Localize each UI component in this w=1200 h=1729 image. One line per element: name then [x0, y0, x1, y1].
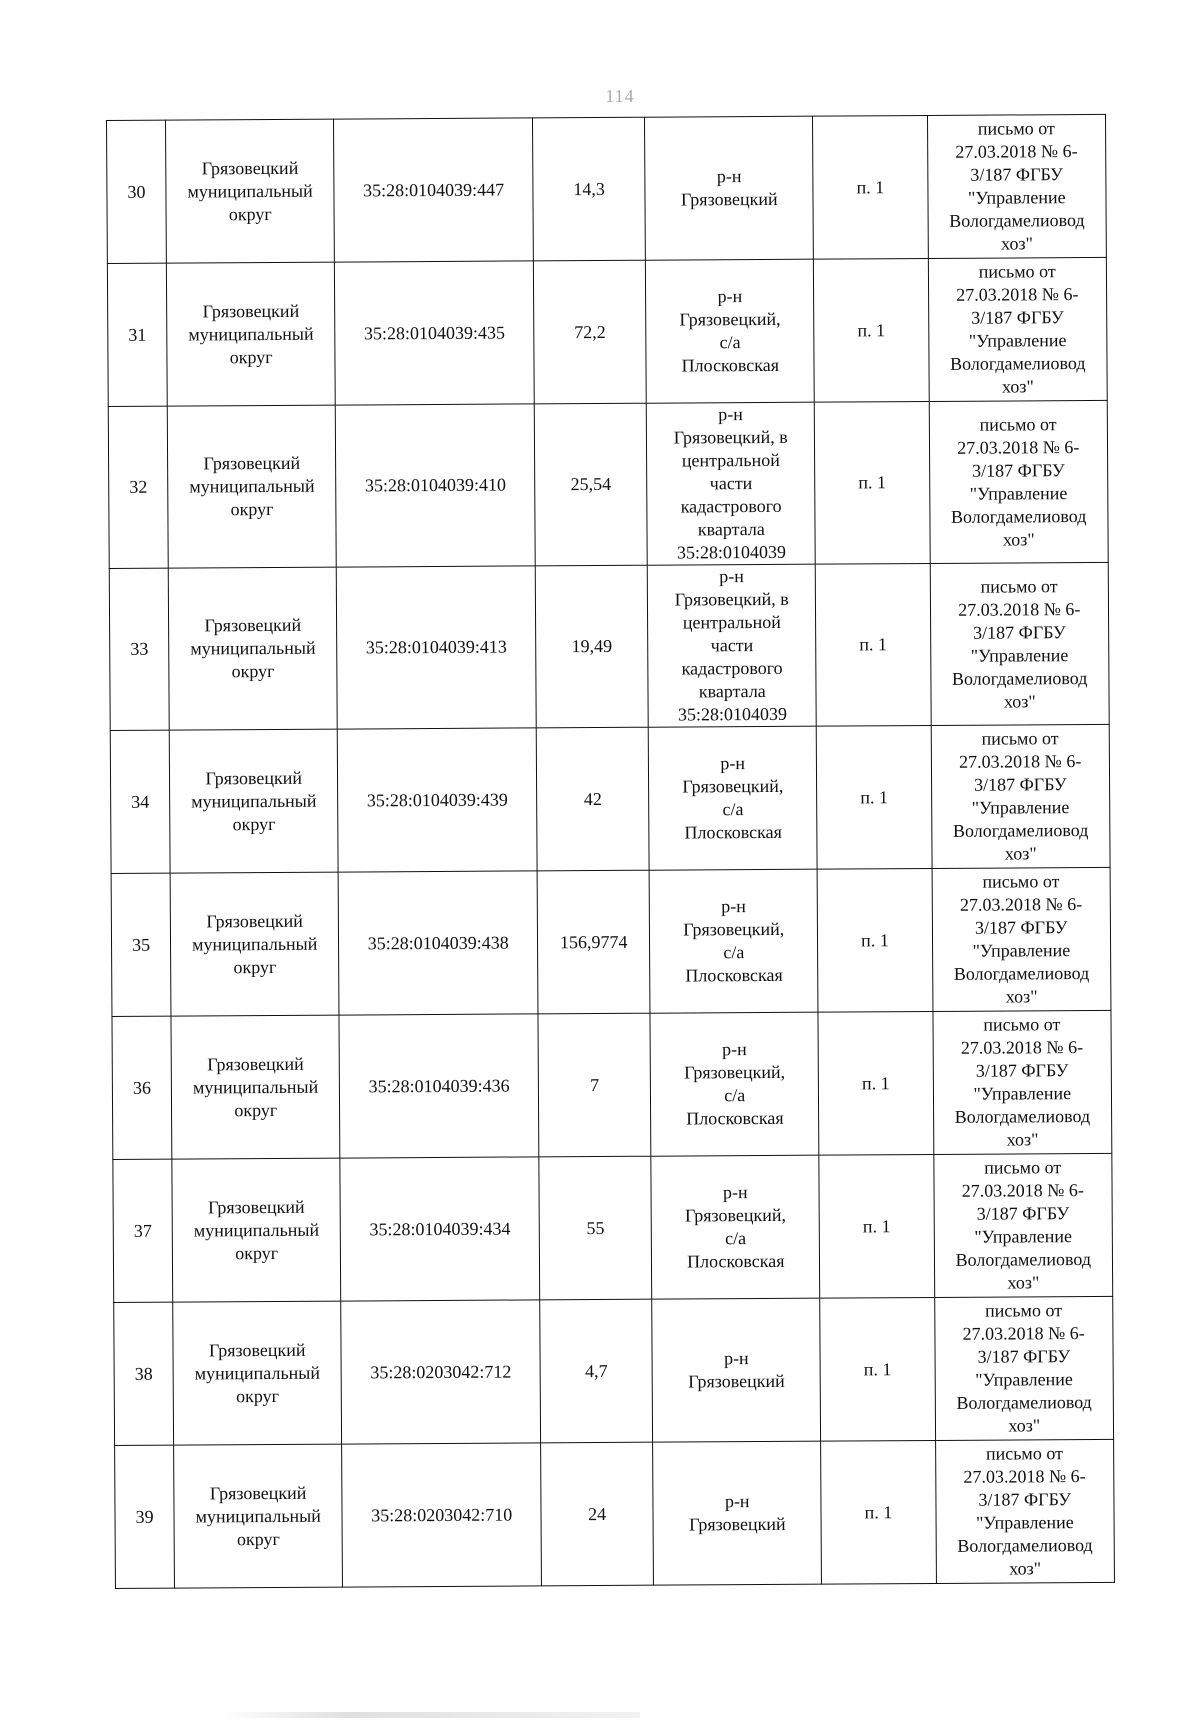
clause-cell-text: п. 1 [861, 929, 889, 950]
basis-document-cell-text: письмо от 27.03.2018 № 6- 3/187 ФГБУ "Управление Вологдамелиовод хоз" [949, 118, 1085, 254]
location-cell [646, 402, 815, 565]
cadastral-number-cell [340, 1157, 540, 1301]
clause-cell-text: п. 1 [856, 176, 885, 197]
row-number-cell-text: 31 [128, 324, 147, 345]
clause-cell [818, 1011, 933, 1155]
location-cell [647, 564, 816, 727]
row-number-cell [113, 1159, 173, 1302]
clause-cell [817, 868, 932, 1012]
location-cell [650, 1012, 819, 1156]
row-number-cell [109, 568, 169, 730]
clause-cell-text: п. 1 [860, 786, 888, 807]
municipality-cell-text: Грязовецкий муниципальный округ [193, 1196, 320, 1263]
faint-scan-mark [220, 1712, 640, 1718]
scanned-table-sheet [106, 114, 1115, 1589]
basis-document-cell [933, 1153, 1112, 1297]
cadastral-number-cell-text: 35:28:0104039:434 [369, 1218, 511, 1239]
cadastral-number-cell [336, 404, 536, 567]
area-cell-text: 42 [583, 788, 602, 809]
clause-cell [817, 725, 932, 869]
cadastral-number-cell-text: 35:28:0104039:438 [367, 932, 509, 953]
municipality-cell [166, 262, 335, 406]
clause-cell [821, 1440, 936, 1584]
area-cell-text: 24 [588, 1503, 607, 1524]
municipality-cell [172, 1158, 341, 1302]
row-number-cell-text: 37 [133, 1220, 152, 1241]
cadastral-number-cell-text: 35:28:0104039:435 [363, 322, 506, 343]
area-cell [538, 1013, 651, 1157]
area-cell [541, 1442, 654, 1586]
clause-cell-text: п. 1 [862, 1215, 891, 1236]
cadastral-number-cell [341, 1300, 541, 1444]
area-cell-text: 19,49 [571, 635, 613, 657]
area-cell-text: 7 [589, 1074, 600, 1095]
row-number-cell-text: 39 [135, 1506, 154, 1527]
cadastral-number-cell [334, 118, 534, 262]
row-number-cell [110, 730, 170, 873]
table-row [107, 114, 1107, 263]
cadastral-number-cell [338, 871, 538, 1015]
row-number-cell [112, 1016, 172, 1159]
cadastral-number-cell [339, 1014, 539, 1158]
cadastral-number-cell-text: 35:28:0203042:710 [371, 1504, 513, 1525]
row-number-cell [115, 1445, 175, 1588]
clause-cell [816, 563, 931, 726]
area-cell-text: 4,7 [584, 1360, 608, 1381]
location-cell-text: р-н Грязовецкий, с/а Плосковская [684, 1039, 786, 1129]
location-cell-text: р-н Грязовецкий, с/а Плосковская [679, 286, 781, 376]
location-cell-text: р-н Грязовецкий [689, 1491, 786, 1535]
municipality-cell-text: Грязовецкий муниципальный округ [189, 452, 315, 520]
area-cell-text: 156,9774 [559, 931, 628, 952]
basis-document-cell-text: письмо от 27.03.2018 № 6- 3/187 ФГБУ "Управление Вологдамелиовод хоз" [954, 1014, 1091, 1150]
basis-document-cell-text: письмо от 27.03.2018 № 6- 3/187 ФГБУ "Управление Вологдамелиовод хоз" [955, 1157, 1092, 1293]
location-cell [652, 1298, 821, 1442]
location-cell-text: р-н Грязовецкий, с/а Плосковская [683, 896, 785, 986]
municipality-cell-text: Грязовецкий муниципальный округ [188, 300, 314, 367]
municipality-cell [169, 729, 338, 873]
basis-document-cell [929, 400, 1108, 563]
area-cell-text: 55 [586, 1217, 605, 1238]
clause-cell-text: п. 1 [858, 472, 887, 493]
basis-document-cell [932, 867, 1111, 1011]
municipality-cell-text: Грязовецкий муниципальный округ [190, 614, 316, 682]
basis-document-cell [932, 1010, 1111, 1154]
municipality-cell [170, 872, 339, 1016]
area-cell [539, 1156, 652, 1300]
cadastral-number-cell-text: 35:28:0104039:436 [368, 1075, 510, 1096]
clause-cell-text: п. 1 [864, 1501, 893, 1522]
location-cell [651, 1155, 820, 1299]
municipality-cell [168, 567, 337, 730]
location-cell [645, 116, 814, 260]
municipality-cell [174, 1444, 343, 1588]
basis-document-cell [928, 257, 1107, 401]
basis-document-cell-text: письмо от 27.03.2018 № 6- 3/187 ФГБУ "Управление Вологдамелиовод хоз" [956, 1300, 1092, 1436]
basis-document-cell-text: письмо от 27.03.2018 № 6- 3/187 ФГБУ "Управление Вологдамелиовод хоз" [957, 1443, 1093, 1579]
basis-document-cell [934, 1296, 1113, 1440]
row-number-cell-text: 36 [132, 1077, 152, 1098]
row-number-cell-text: 30 [127, 181, 146, 202]
table-row [112, 1010, 1112, 1159]
basis-document-cell [935, 1439, 1114, 1583]
row-number-cell-text: 35 [132, 934, 151, 955]
row-number-cell-text: 32 [129, 476, 148, 497]
row-number-cell-text: 38 [134, 1363, 153, 1384]
table-row [113, 1153, 1113, 1302]
clause-cell-text: п. 1 [857, 319, 886, 340]
location-cell [646, 259, 815, 403]
clause-cell-text: п. 1 [861, 1072, 890, 1093]
table-row [108, 400, 1108, 568]
location-cell [653, 1441, 822, 1585]
area-cell [533, 117, 646, 261]
location-cell-text: р-н Грязовецкий [680, 166, 778, 210]
row-number-cell [108, 406, 168, 568]
municipality-cell-text: Грязовецкий муниципальный округ [187, 157, 313, 224]
location-cell-text: р-н Грязовецкий, с/а Плосковская [684, 1182, 787, 1272]
cadastral-number-cell-text: 35:28:0104039:410 [364, 474, 506, 496]
area-cell [537, 870, 650, 1014]
row-number-cell [107, 120, 167, 263]
cadastral-number-cell-text: 35:28:0203042:712 [370, 1361, 512, 1382]
area-cell [540, 1299, 653, 1443]
row-number-cell-text: 33 [130, 638, 149, 659]
basis-document-cell-text: письмо от 27.03.2018 № 6- 3/187 ФГБУ "Управление Вологдамелиовод хоз" [950, 261, 1086, 397]
area-cell [533, 260, 646, 404]
area-cell-text: 14,3 [573, 178, 605, 199]
area-cell [534, 403, 647, 566]
municipality-cell [167, 405, 336, 568]
table-body [107, 114, 1115, 1588]
cadastral-number-cell-text: 35:28:0104039:447 [363, 179, 505, 200]
cadastral-number-cell-text: 35:28:0104039:413 [365, 636, 507, 658]
row-number-cell [111, 873, 171, 1016]
page-number: 114 [605, 86, 635, 106]
cadastral-number-cell [335, 261, 535, 405]
row-number-cell-text: 34 [131, 791, 150, 812]
table-row [110, 724, 1110, 873]
municipality-cell-text: Грязовецкий муниципальный округ [192, 910, 318, 977]
area-cell-text: 25,54 [570, 473, 612, 495]
cadastral-number-cell-text: 35:28:0104039:439 [366, 789, 508, 810]
land-plots-table [106, 114, 1115, 1589]
cadastral-number-cell [337, 566, 537, 729]
municipality-cell-text: Грязовецкий муниципальный округ [191, 767, 317, 834]
municipality-cell-text: Грязовецкий муниципальный округ [195, 1482, 321, 1549]
municipality-cell [166, 119, 335, 263]
basis-document-cell-text: письмо от 27.03.2018 № 6- 3/187 ФГБУ "Управление Вологдамелиовод хоз" [953, 871, 1090, 1007]
location-cell [648, 726, 817, 870]
row-number-cell [114, 1302, 174, 1445]
area-cell [535, 565, 648, 728]
municipality-cell-text: Грязовецкий муниципальный округ [192, 1053, 319, 1120]
row-number-cell [107, 263, 167, 406]
table-row [107, 257, 1107, 406]
location-cell-text: р-н Грязовецкий, в центральной части кадастрового квартала 35:28:0104039 [673, 404, 788, 563]
table-row [109, 562, 1109, 730]
area-cell [536, 727, 649, 871]
municipality-cell [173, 1301, 342, 1445]
clause-cell-text: п. 1 [863, 1358, 892, 1379]
cadastral-number-cell [342, 1443, 542, 1587]
clause-cell [820, 1297, 935, 1441]
clause-cell [813, 115, 928, 259]
basis-document-cell-text: письмо от 27.03.2018 № 6- 3/187 ФГБУ "Управление Вологдамелиовод хоз" [950, 413, 1087, 550]
location-cell-text: р-н Грязовецкий, в центральной части кадастрового квартала 35:28:0104039 [674, 566, 789, 725]
table-row [111, 867, 1111, 1016]
location-cell-text: р-н Грязовецкий, с/а Плосковская [682, 753, 784, 843]
clause-cell [814, 258, 929, 402]
basis-document-cell [927, 114, 1106, 258]
municipality-cell [171, 1015, 340, 1159]
clause-cell-text: п. 1 [859, 634, 888, 655]
basis-document-cell-text: письмо от 27.03.2018 № 6- 3/187 ФГБУ "Управление Вологдамелиовод хоз" [951, 575, 1088, 712]
area-cell-text: 72,2 [574, 321, 606, 342]
table-row [114, 1296, 1114, 1445]
location-cell [649, 869, 818, 1013]
clause-cell [819, 1154, 934, 1298]
municipality-cell-text: Грязовецкий муниципальный округ [194, 1339, 321, 1406]
basis-document-cell-text: письмо от 27.03.2018 № 6- 3/187 ФГБУ "Управление Вологдамелиовод хоз" [952, 728, 1089, 864]
basis-document-cell [930, 562, 1109, 725]
table-row [115, 1439, 1115, 1588]
clause-cell [815, 401, 930, 564]
location-cell-text: р-н Грязовецкий [688, 1348, 785, 1392]
cadastral-number-cell [338, 728, 538, 872]
basis-document-cell [931, 724, 1110, 868]
